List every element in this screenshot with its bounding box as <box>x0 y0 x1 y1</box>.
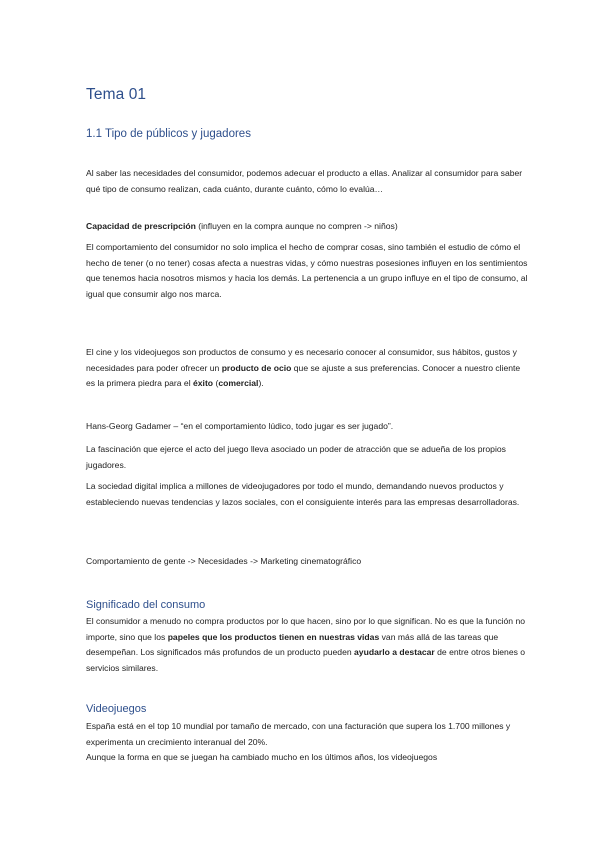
fascination-paragraph: La fascinación que ejerce el acto del juego lleva asociado un poder de atracción que se adueña de los propios jugadores. <box>86 444 506 470</box>
videogames-heading: Videojuegos <box>86 703 147 715</box>
meaning-bold-stand-out: ayudarlo a destacar <box>354 647 435 657</box>
meaning-text-2: van más allá de las tareas que desempeñan. Los significados más profundos de un producto pueden <box>86 631 499 657</box>
document-title: Tema 01 <box>86 86 147 103</box>
section-heading: 1.1 Tipo de públicos y jugadores <box>86 128 251 140</box>
videogames-paragraph-1: España está en el top 10 mundial por tamaño de mercado, con una facturación que supera los 1.700 millones y experimenta un crecimiento interanual del 20%. <box>86 721 511 747</box>
cinema-text-1: El cine y los videojuegos son productos de consumo y es necesario conocer al consumidor, sus hábitos, gustos y necesidades para poder ofrecer un <box>86 347 517 373</box>
meaning-paragraph <box>86 614 530 676</box>
prescription-paragraph <box>86 219 530 235</box>
meaning-bold-roles: papeles que los productos tienen en nuestras vidas <box>167 631 380 642</box>
cinema-bold-exito: éxito <box>193 378 214 388</box>
cinema-bold-ocio: producto de ocio <box>221 362 292 373</box>
videogames-paragraph-2: Aunque la forma en que se juegan ha cambiado mucho en los últimos años, los videojuegos <box>86 752 438 762</box>
prescription-note: (influyen en la compra aunque no compren -> niños) <box>195 221 398 231</box>
meaning-text-1: El consumidor a menudo no compra productos por lo que hacen, sino por lo que significan. No es que la función no importe, sino que los <box>86 616 526 642</box>
intro-paragraph: Al saber las necesidades del consumidor, podemos adecuar el producto a ellas. Analizar al consumidor para saber qué tipo de consumo realizan, cada cuánto, durante cuánto, cómo lo evalúa… <box>86 168 523 194</box>
gadamer-quote: Hans-Georg Gadamer – “en el comportamiento lúdico, todo jugar es ser jugado”. <box>86 421 394 431</box>
meaning-text-3: de entre otros bienes o servicios similares. <box>86 647 526 673</box>
prescription-term: Capacidad de prescripción <box>86 221 196 231</box>
cinema-text-2: que se ajuste a sus preferencias. Conocer a nuestro cliente es la primera piedra para el <box>86 362 521 388</box>
flow-line: Comportamiento de gente -> Necesidades -> Marketing cinematográfico <box>86 556 362 566</box>
digital-society-paragraph: La sociedad digital implica a millones de videojugadores por todo el mundo, demandando nuevos productos y estableciendo nuevas tendencias y lazos sociales, con el consiguiente interés para las empresas desarrolladoras. <box>86 481 520 507</box>
cinema-paragraph <box>86 345 530 392</box>
behavior-paragraph: El comportamiento del consumidor no solo implica el hecho de comprar cosas, sino también el estudio de cómo el hecho de tener (o no tener) cosas afecta a nuestras vidas, y cómo nuestras posesiones influyen en los sentimientos que tenemos hacia nosotros mismos y hacia los demás. La pertenencia a un grupo influye en el tipo de consumo, al igual que consumir algo nos marca. <box>86 242 528 299</box>
cinema-text-4: ). <box>258 378 264 388</box>
cinema-bold-comercial: comercial <box>218 378 259 388</box>
meaning-heading: Significado del consumo <box>86 599 206 611</box>
cinema-text-3: ( <box>213 378 219 388</box>
